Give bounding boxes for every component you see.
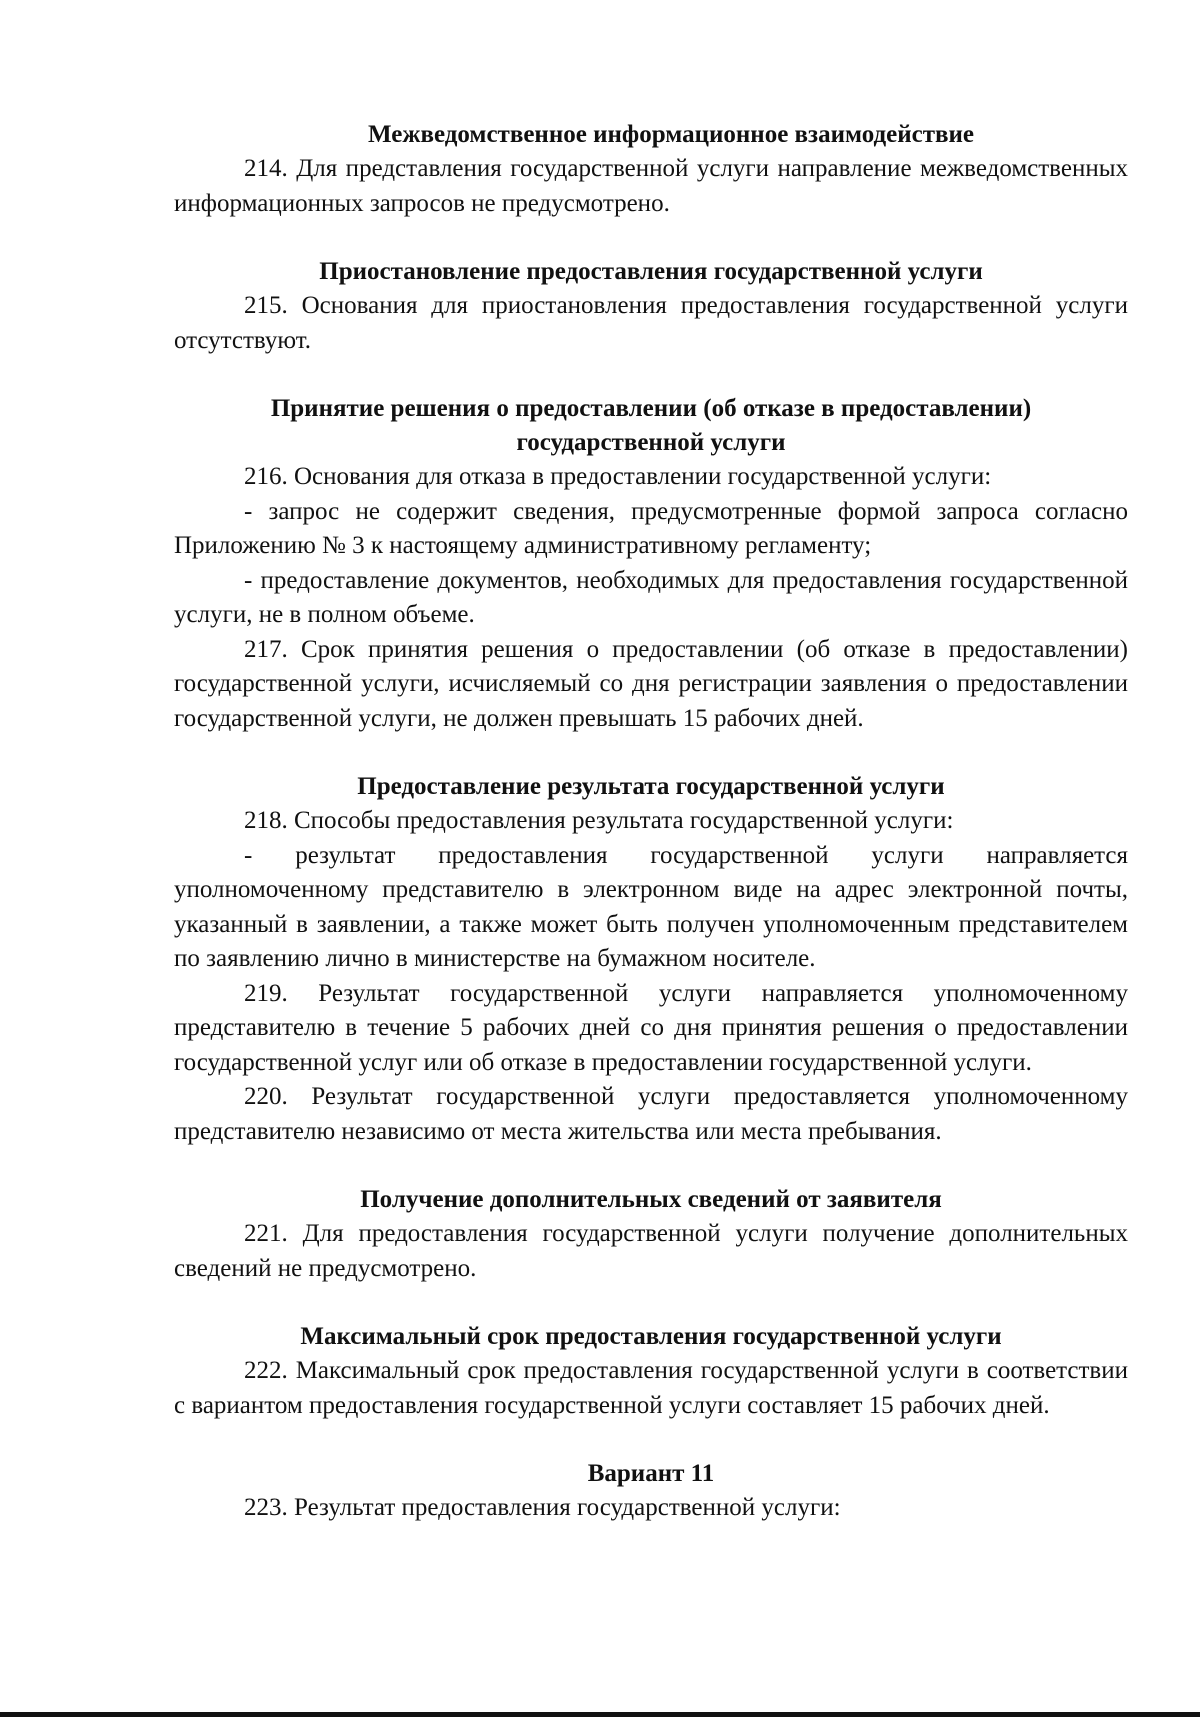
page-bottom-rule [0,1712,1200,1717]
section-variant-11 [174,1457,1128,1526]
section-heading: Предоставление результата государственной услуги [357,773,945,800]
paragraph-223: 223. Результат предоставления государственной услуги: [244,1494,841,1521]
section-heading: Межведомственное информационное взаимодействие [368,121,974,148]
section-heading: Максимальный срок предоставления государственной услуги [300,1323,1002,1350]
paragraph-219: 219. Результат государственной услуги направляется уполномоченному представителю в течение 5 рабочих дней со дня принятия решения о предоставлении государственной услуг или об отказе в предоставлении государственной услуги. [174,979,1128,1076]
section-max-term [174,1320,1128,1423]
section-heading: Приостановление предоставления государственной услуги [319,258,983,285]
paragraph-217: 217. Срок принятия решения о предоставлении (об отказе в предоставлении) государственной услуги, исчисляемый со дня регистрации заявления о предоставлении государственной услуги, не должен превышать 15 рабочих дней. [174,635,1128,732]
section-additional-info [174,1183,1128,1286]
list-item: - предоставление документов, необходимых для предоставления государственной услуги, не в полном объеме. [174,566,1128,628]
section-suspension [174,255,1128,358]
section-interagency-interaction [174,118,1128,221]
paragraph-220: 220. Результат государственной услуги предоставляется уполномоченному представителю независимо от места жительства или места пребывания. [174,1083,1128,1145]
section-heading: Вариант 11 [587,1460,715,1487]
paragraph-218: 218. Способы предоставления результата государственной услуги: [244,807,954,834]
list-item: - результат предоставления государственной услуги направляется уполномоченному представителю в электронном виде на адрес электронной почты, указанный в заявлении, а также может быть получен уполномоченным представителем по заявлению лично в министерстве на бумажном носителе. [174,841,1128,972]
document-page [174,118,1128,1526]
list-item: - запрос не содержит сведения, предусмотренные формой запроса согласно Приложению № 3 к настоящему административному регламенту; [174,497,1128,559]
section-result-delivery [174,770,1128,1149]
section-heading: Получение дополнительных сведений от заявителя [360,1186,942,1213]
section-decision [174,392,1128,736]
section-heading-line: Принятие решения о предоставлении (об отказе в предоставлении) [270,395,1032,422]
paragraph-214: 214. Для представления государственной услуги направление межведомственных информационных запросов не предусмотрено. [174,155,1128,217]
section-heading [174,392,1128,460]
paragraph-222: 222. Максимальный срок предоставления государственной услуги в соответствии с вариантом предоставления государственной услуги составляет 15 рабочих дней. [174,1357,1128,1419]
paragraph-221: 221. Для предоставления государственной услуги получение дополнительных сведений не предусмотрено. [174,1220,1128,1282]
paragraph-215: 215. Основания для приостановления предоставления государственной услуги отсутствуют. [174,292,1128,354]
paragraph-216: 216. Основания для отказа в предоставлении государственной услуги: [244,463,992,490]
section-heading-line: государственной услуги [516,429,786,456]
